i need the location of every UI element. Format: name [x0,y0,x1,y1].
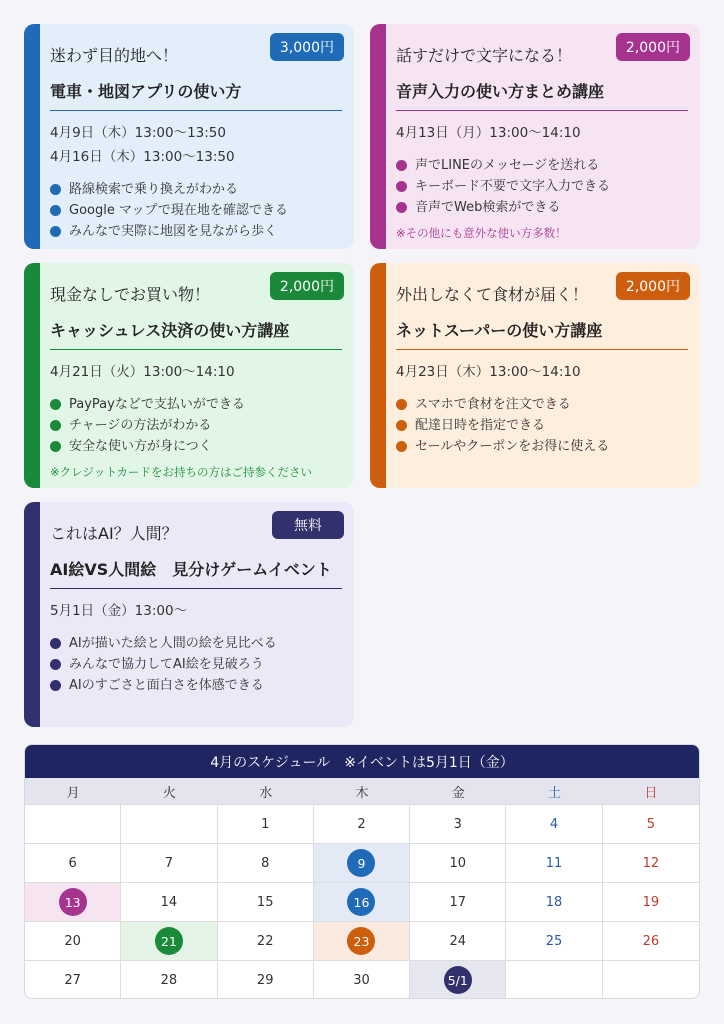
bullet-text: 安全な使い方が身につく [69,439,212,454]
price-badge: 2,000円 [616,33,690,61]
list-item [50,436,342,457]
calendar-day-event [25,882,121,921]
calendar-day: 20 [25,921,121,960]
card-accent-stripe [24,24,40,249]
price-badge: 2,000円 [616,272,690,300]
bullet-text: Google マップで現在地を確認できる [69,203,288,218]
event-day-badge: 13 [59,888,87,916]
calendar-day: 29 [218,960,314,999]
card-bullets [50,179,342,242]
calendar-day: 8 [218,843,314,882]
price-badge: 2,000円 [270,272,344,300]
calendar-day: 2 [314,804,410,843]
card-bullets [50,394,342,457]
card-accent-stripe [24,263,40,488]
bullet-dot-icon [50,420,61,431]
calendar-day: 28 [121,960,217,999]
list-item [50,675,342,696]
bullet-text: 路線検索で乗り換えがわかる [69,182,239,197]
calendar-day: 3 [410,804,506,843]
card-title: 音声入力の使い方まとめ講座 [396,80,688,111]
card-date: 4月9日（木）13:00〜13:50 [50,125,226,141]
card-date: 4月21日（火）13:00〜14:10 [50,364,235,380]
event-card-ai [24,502,354,727]
bullet-text: AIのすごさと面白さを体感できる [69,678,264,693]
weekday-header: 火 [121,778,217,804]
calendar-grid [25,778,699,999]
weekday-header: 土 [506,778,602,804]
list-item [396,197,688,218]
bullet-text: 音声でWeb検索ができる [415,200,561,215]
calendar-day: 22 [218,921,314,960]
card-dates [50,599,342,623]
card-note: ※クレジットカードをお持ちの方はご持参ください [50,465,313,479]
bullet-text: PayPayなどで支払いができる [69,397,245,412]
list-item [50,221,342,242]
calendar-day: 7 [121,843,217,882]
calendar-day: 18 [506,882,602,921]
calendar-day: 17 [410,882,506,921]
card-dates [396,360,688,384]
list-item [50,394,342,415]
bullet-text: みんなで実際に地図を見ながら歩く [69,224,278,239]
list-item [396,176,688,197]
schedule-calendar [24,744,700,999]
calendar-day [121,804,217,843]
course-card-map [24,24,354,249]
card-accent-stripe [24,502,40,727]
calendar-day: 10 [410,843,506,882]
bullet-dot-icon [396,160,407,171]
card-bullets [396,394,688,457]
bullet-dot-icon [396,202,407,213]
calendar-day: 1 [218,804,314,843]
bullet-dot-icon [50,680,61,691]
calendar-day: 14 [121,882,217,921]
price-badge: 無料 [272,511,344,539]
calendar-title: 4月のスケジュール ※イベントは5月1日（金） [25,745,699,778]
calendar-day: 15 [218,882,314,921]
card-note: ※その他にも意外な使い方多数！ [396,226,567,240]
calendar-day-event [314,882,410,921]
calendar-day [25,804,121,843]
calendar-day: 4 [506,804,602,843]
bullet-dot-icon [50,226,61,237]
card-bullets [396,155,688,218]
bullet-dot-icon [396,420,407,431]
event-day-badge: 9 [347,849,375,877]
bullet-text: キーボード不要で文字入力できる [415,179,611,194]
bullet-text: セールやクーポンをお得に使える [415,439,610,454]
event-day-badge: 23 [347,927,375,955]
event-day-badge: 16 [347,888,375,916]
bullet-dot-icon [396,181,407,192]
card-date: 4月13日（月）13:00〜14:10 [396,125,581,141]
event-day-badge: 21 [155,927,183,955]
weekday-header: 金 [410,778,506,804]
calendar-day [506,960,602,999]
bullet-dot-icon [50,638,61,649]
calendar-day: 25 [506,921,602,960]
bullet-text: AIが描いた絵と人間の絵を見比べる [69,636,277,651]
card-title: 電車・地図アプリの使い方 [50,80,342,111]
calendar-day [603,960,699,999]
event-day-badge: 5/1 [444,966,472,994]
card-title: ネットスーパーの使い方講座 [396,319,688,350]
bullet-text: 配達日時を指定できる [415,418,546,433]
calendar-day: 12 [603,843,699,882]
card-accent-stripe [370,24,386,249]
bullet-dot-icon [50,184,61,195]
bullet-dot-icon [50,399,61,410]
calendar-day: 27 [25,960,121,999]
bullet-dot-icon [50,441,61,452]
calendar-day-event [121,921,217,960]
calendar-day-event [314,843,410,882]
weekday-header: 木 [314,778,410,804]
list-item [50,179,342,200]
calendar-day: 6 [25,843,121,882]
bullet-text: みんなで協力してAI絵を見破ろう [69,657,264,672]
list-item [396,155,688,176]
list-item [50,633,342,654]
list-item [50,415,342,436]
card-bullets [50,633,342,696]
calendar-day: 11 [506,843,602,882]
course-card-voice [370,24,700,249]
card-date: 5月1日（金）13:00〜 [50,603,188,619]
list-item [396,415,688,436]
card-dates [50,360,342,384]
bullet-dot-icon [50,659,61,670]
bullet-text: チャージの方法がわかる [69,418,212,433]
card-catchphrase: 外出しなくて食材が届く！ [396,285,589,304]
card-catchphrase: 迷わず目的地へ！ [50,46,179,65]
bullet-dot-icon [396,399,407,410]
card-catchphrase: これはAI？人間？ [50,524,178,543]
card-date: 4月23日（木）13:00〜14:10 [396,364,581,380]
bullet-dot-icon [396,441,407,452]
weekday-header: 月 [25,778,121,804]
calendar-day: 30 [314,960,410,999]
calendar-day-event [410,960,506,999]
bullet-text: スマホで食材を注文できる [415,397,571,412]
calendar-day: 24 [410,921,506,960]
list-item [50,654,342,675]
card-catchphrase: 話すだけで文字になる！ [396,46,573,65]
calendar-day-event [314,921,410,960]
weekday-header: 日 [603,778,699,804]
card-date: 4月16日（木）13:00〜13:50 [50,149,235,165]
card-title: AI絵VS人間絵 見分けゲームイベント [50,558,342,589]
card-catchphrase: 現金なしでお買い物！ [50,285,211,304]
card-accent-stripe [370,263,386,488]
price-badge: 3,000円 [270,33,344,61]
calendar-day: 19 [603,882,699,921]
list-item [50,200,342,221]
calendar-day: 5 [603,804,699,843]
card-title: キャッシュレス決済の使い方講座 [50,319,342,350]
calendar-day: 26 [603,921,699,960]
card-dates [396,121,688,145]
list-item [396,394,688,415]
course-card-cashless [24,263,354,488]
bullet-text: 声でLINEのメッセージを送れる [415,158,600,173]
card-dates [50,121,342,169]
weekday-header: 水 [218,778,314,804]
course-card-netsuper [370,263,700,488]
list-item [396,436,688,457]
bullet-dot-icon [50,205,61,216]
